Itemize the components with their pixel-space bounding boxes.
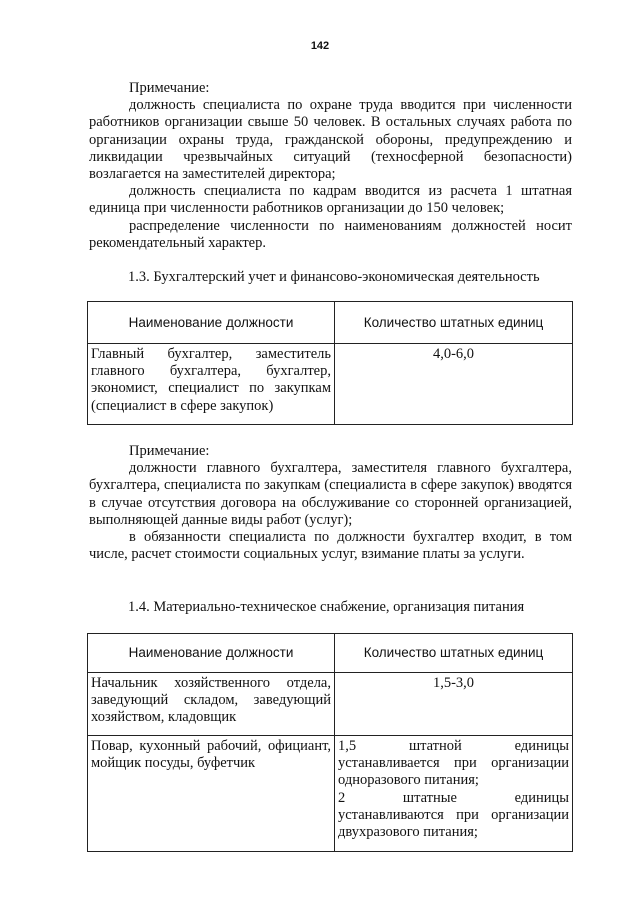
table-header-position: Наименование должности <box>88 302 335 344</box>
note-paragraph: должность специалиста по кадрам вводится из расчета 1 штатная единица при численности работников организации до 150 человек; <box>89 183 572 217</box>
note-block-1 <box>89 80 572 252</box>
count-cell: 1,5-3,0 <box>335 673 573 736</box>
table-row <box>88 736 573 852</box>
note-paragraph: распределение численности по наименованиям должностей носит рекомендательный характер. <box>89 217 572 251</box>
note-paragraph: в обязанности специалиста по должности бухгалтер входит, в том числе, расчет стоимости социальных услуг, взимание платы за услуги. <box>89 529 572 563</box>
table-row <box>88 344 573 425</box>
position-cell: Начальник хозяйственного отдела, заведующий складом, заведующий хозяйством, кладовщик <box>88 673 335 736</box>
section-heading-1-3: 1.3. Бухгалтерский учет и финансово-экономическая деятельность <box>128 269 540 285</box>
note-paragraph: должность специалиста по охране труда вводится при численности работников организации свыше 50 человек. В остальных случаях работа по организации охраны труда, гражданской обороны, предупреждению и ликвидации чрезвычайных ситуаций (техносферной безопасности) возлагается на заместителей директора; <box>89 97 572 183</box>
page-number: 142 <box>310 40 330 52</box>
note-block-2 <box>89 443 572 563</box>
position-cell: Повар, кухонный рабочий, официант, мойщик посуды, буфетчик <box>88 736 335 852</box>
table-row <box>88 673 573 736</box>
table-header-count: Количество штатных единиц <box>335 634 573 673</box>
staff-table-supply <box>87 633 573 852</box>
position-cell: Главный бухгалтер, заместитель главного бухгалтера, бухгалтер, экономист, специалист по закупкам (специалист в сфере закупок) <box>88 344 335 425</box>
count-note: 1,5 штатной единицы устанавливается при организации одноразового питания; <box>338 738 569 789</box>
note-paragraph: должности главного бухгалтера, заместителя главного бухгалтера, бухгалтера, специалиста по закупкам (специалиста в сфере закупок) вводятся в случае отсутствия договора на обслуживание со сторонней организацией, выполняющей данные виды работ (услуг); <box>89 460 572 528</box>
section-heading-1-4: 1.4. Материально-техническое снабжение, организация питания <box>128 599 525 615</box>
count-cell: 4,0-6,0 <box>335 344 573 425</box>
count-note: 2 штатные единицы устанавливаются при организации двухразового питания; <box>338 789 569 841</box>
staff-table-accounting <box>87 301 573 425</box>
note-title: Примечание: <box>129 80 210 96</box>
count-cell <box>335 736 573 852</box>
table-header-count: Количество штатных единиц <box>335 302 573 344</box>
note-title: Примечание: <box>129 443 210 459</box>
table-header-position: Наименование должности <box>88 634 335 673</box>
